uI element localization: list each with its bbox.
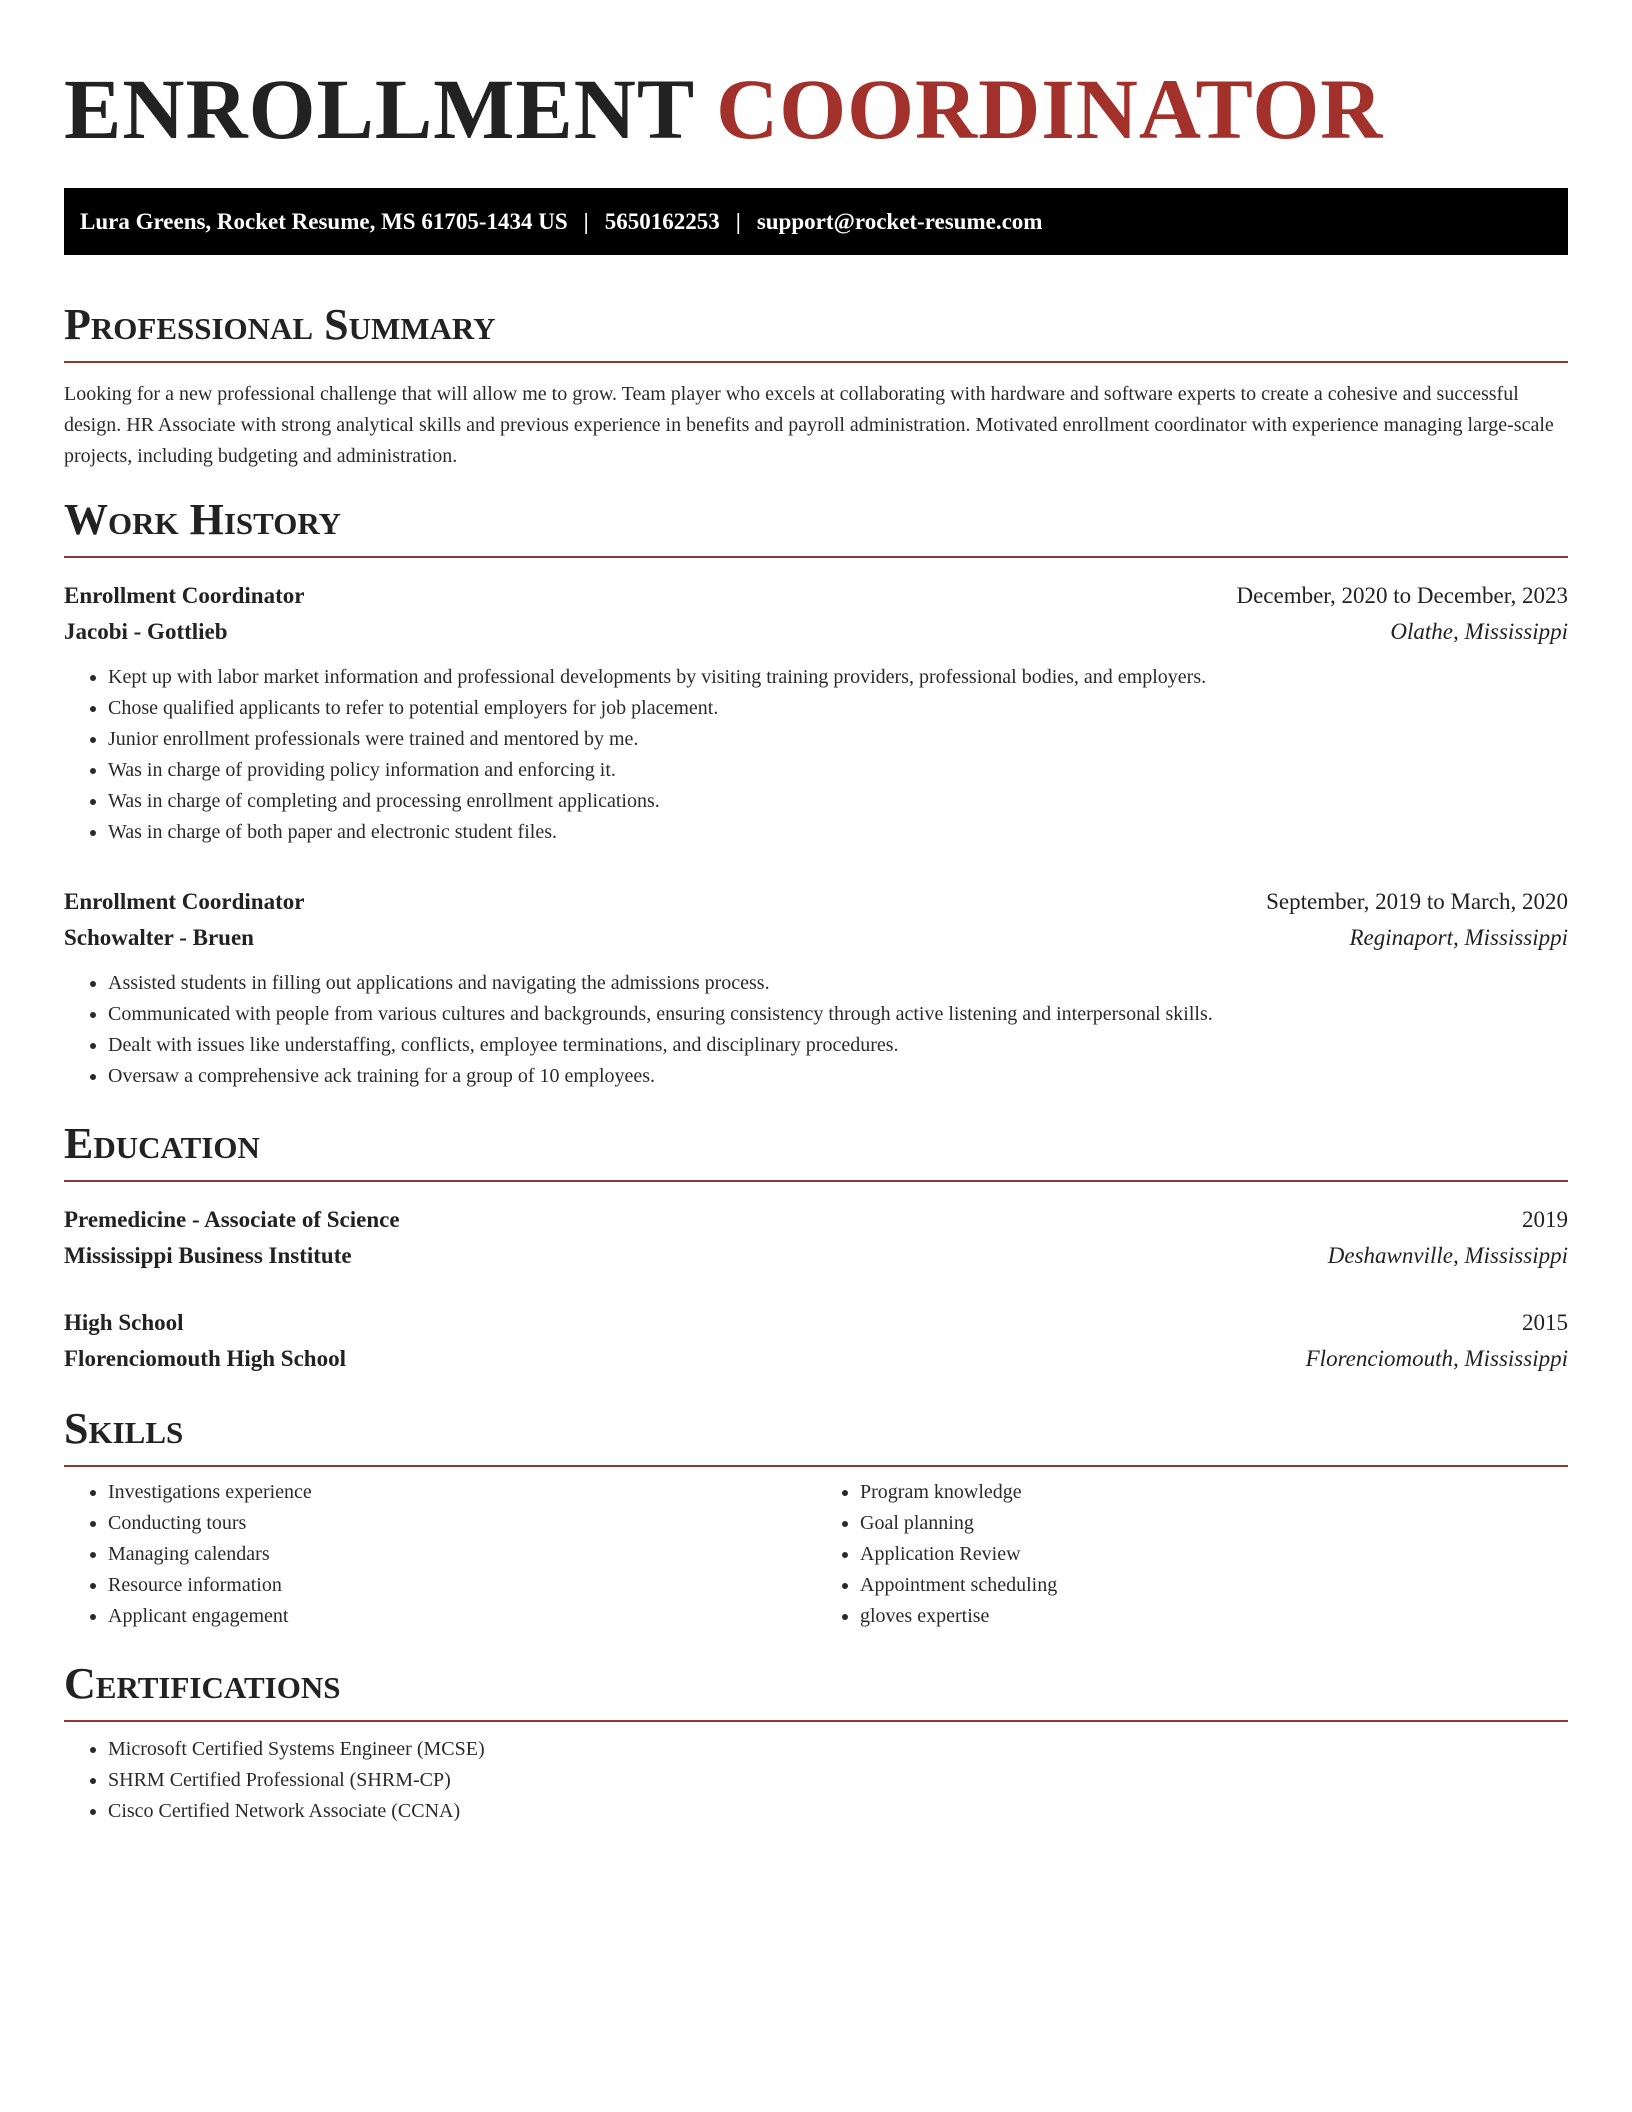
skill-item: • Managing calendars xyxy=(108,1539,816,1570)
contact-email: support@rocket-resume.com xyxy=(756,208,1043,234)
contact-phone: 5650162253 xyxy=(604,208,720,234)
certification-item: • Cisco Certified Network Associate (CCNA) xyxy=(108,1796,1568,1827)
skill-item: • Application Review xyxy=(860,1539,1568,1570)
job-title: Enrollment Coordinator xyxy=(64,889,305,914)
contact-separator: | xyxy=(583,208,589,234)
education-school: Florenciomouth High School xyxy=(64,1346,346,1371)
section-divider xyxy=(64,1180,1568,1182)
list-item: • Junior enrollment professionals were trained and mentored by me. xyxy=(108,724,1568,755)
skill-item: • Program knowledge xyxy=(860,1477,1568,1508)
job-bullets xyxy=(64,968,1568,1092)
summary-heading: Professional Summary xyxy=(64,300,496,349)
education-location: Florenciomouth, Mississippi xyxy=(1305,1346,1568,1371)
education-entry xyxy=(64,1202,1568,1274)
skills-list-left xyxy=(64,1477,816,1632)
job-company: Schowalter - Bruen xyxy=(64,925,254,950)
job-location: Reginaport, Mississippi xyxy=(1349,925,1568,950)
list-item: • Was in charge of both paper and electronic student files. xyxy=(108,817,1568,848)
job-entry xyxy=(64,884,1568,1092)
education-heading: Education xyxy=(64,1119,260,1168)
skill-item: • Resource information xyxy=(108,1570,816,1601)
job-title: Enrollment Coordinator xyxy=(64,583,305,608)
job-bullets xyxy=(64,662,1568,848)
list-item: • Communicated with people from various cultures and backgrounds, ensuring consistency through active listening and interpersonal skills. xyxy=(108,999,1568,1030)
section-divider xyxy=(64,361,1568,363)
list-item: • Oversaw a comprehensive ack training for a group of 10 employees. xyxy=(108,1061,1568,1092)
list-item: • Kept up with labor market information and professional developments by visiting training providers, professional bodies, and employers. xyxy=(108,662,1568,693)
education-school: Mississippi Business Institute xyxy=(64,1243,352,1268)
section-divider xyxy=(64,556,1568,558)
skill-item: • Investigations experience xyxy=(108,1477,816,1508)
certification-item: • Microsoft Certified Systems Engineer (MCSE) xyxy=(108,1734,1568,1765)
skills-list-right xyxy=(816,1477,1568,1632)
skill-item: • Applicant engagement xyxy=(108,1601,816,1632)
page-title xyxy=(64,61,1568,157)
job-location: Olathe, Mississippi xyxy=(1390,619,1568,644)
contact-separator: | xyxy=(735,208,741,234)
list-item: • Dealt with issues like understaffing, conflicts, employee terminations, and disciplinary procedures. xyxy=(108,1030,1568,1061)
contact-address: Lura Greens, Rocket Resume, MS 61705-1434 US xyxy=(80,208,568,234)
certifications-list xyxy=(64,1734,1568,1827)
section-divider xyxy=(64,1720,1568,1722)
section-divider xyxy=(64,1465,1568,1467)
job-dates: September, 2019 to March, 2020 xyxy=(1266,889,1568,914)
skills-heading: Skills xyxy=(64,1404,184,1453)
skill-item: • Appointment scheduling xyxy=(860,1570,1568,1601)
list-item: • Assisted students in filling out applications and navigating the admissions process. xyxy=(108,968,1568,999)
job-company: Jacobi - Gottlieb xyxy=(64,619,228,644)
skill-item: • Conducting tours xyxy=(108,1508,816,1539)
education-entry xyxy=(64,1305,1568,1377)
list-item: • Was in charge of providing policy information and enforcing it. xyxy=(108,755,1568,786)
education-year: 2019 xyxy=(1522,1207,1568,1232)
list-item: • Chose qualified applicants to refer to potential employers for job placement. xyxy=(108,693,1568,724)
skills-grid xyxy=(64,1477,1568,1632)
education-year: 2015 xyxy=(1522,1310,1568,1335)
job-entry xyxy=(64,578,1568,848)
skill-item: • gloves expertise xyxy=(860,1601,1568,1632)
certifications-heading: Certifications xyxy=(64,1659,341,1708)
skill-item: • Goal planning xyxy=(860,1508,1568,1539)
education-degree: High School xyxy=(64,1310,184,1335)
education-degree: Premedicine - Associate of Science xyxy=(64,1207,400,1232)
work-history-heading: Work History xyxy=(64,495,342,544)
summary-text: Looking for a new professional challenge that will allow me to grow. Team player who excels at collaborating with hardware and software experts to create a cohesive and successful design. HR Associate with strong analytical skills and previous experience in benefits and payroll administration. Motivated enrollment coordinator with experience managing large-scale projects, including budgeting and administration. xyxy=(64,383,1554,467)
certification-item: • SHRM Certified Professional (SHRM-CP) xyxy=(108,1765,1568,1796)
job-dates: December, 2020 to December, 2023 xyxy=(1236,583,1568,608)
education-location: Deshawnville, Mississippi xyxy=(1327,1243,1568,1268)
title-part-2: COORDINATOR xyxy=(716,61,1384,157)
contact-bar xyxy=(64,188,1568,255)
title-part-1: ENROLLMENT xyxy=(64,61,694,157)
list-item: • Was in charge of completing and processing enrollment applications. xyxy=(108,786,1568,817)
